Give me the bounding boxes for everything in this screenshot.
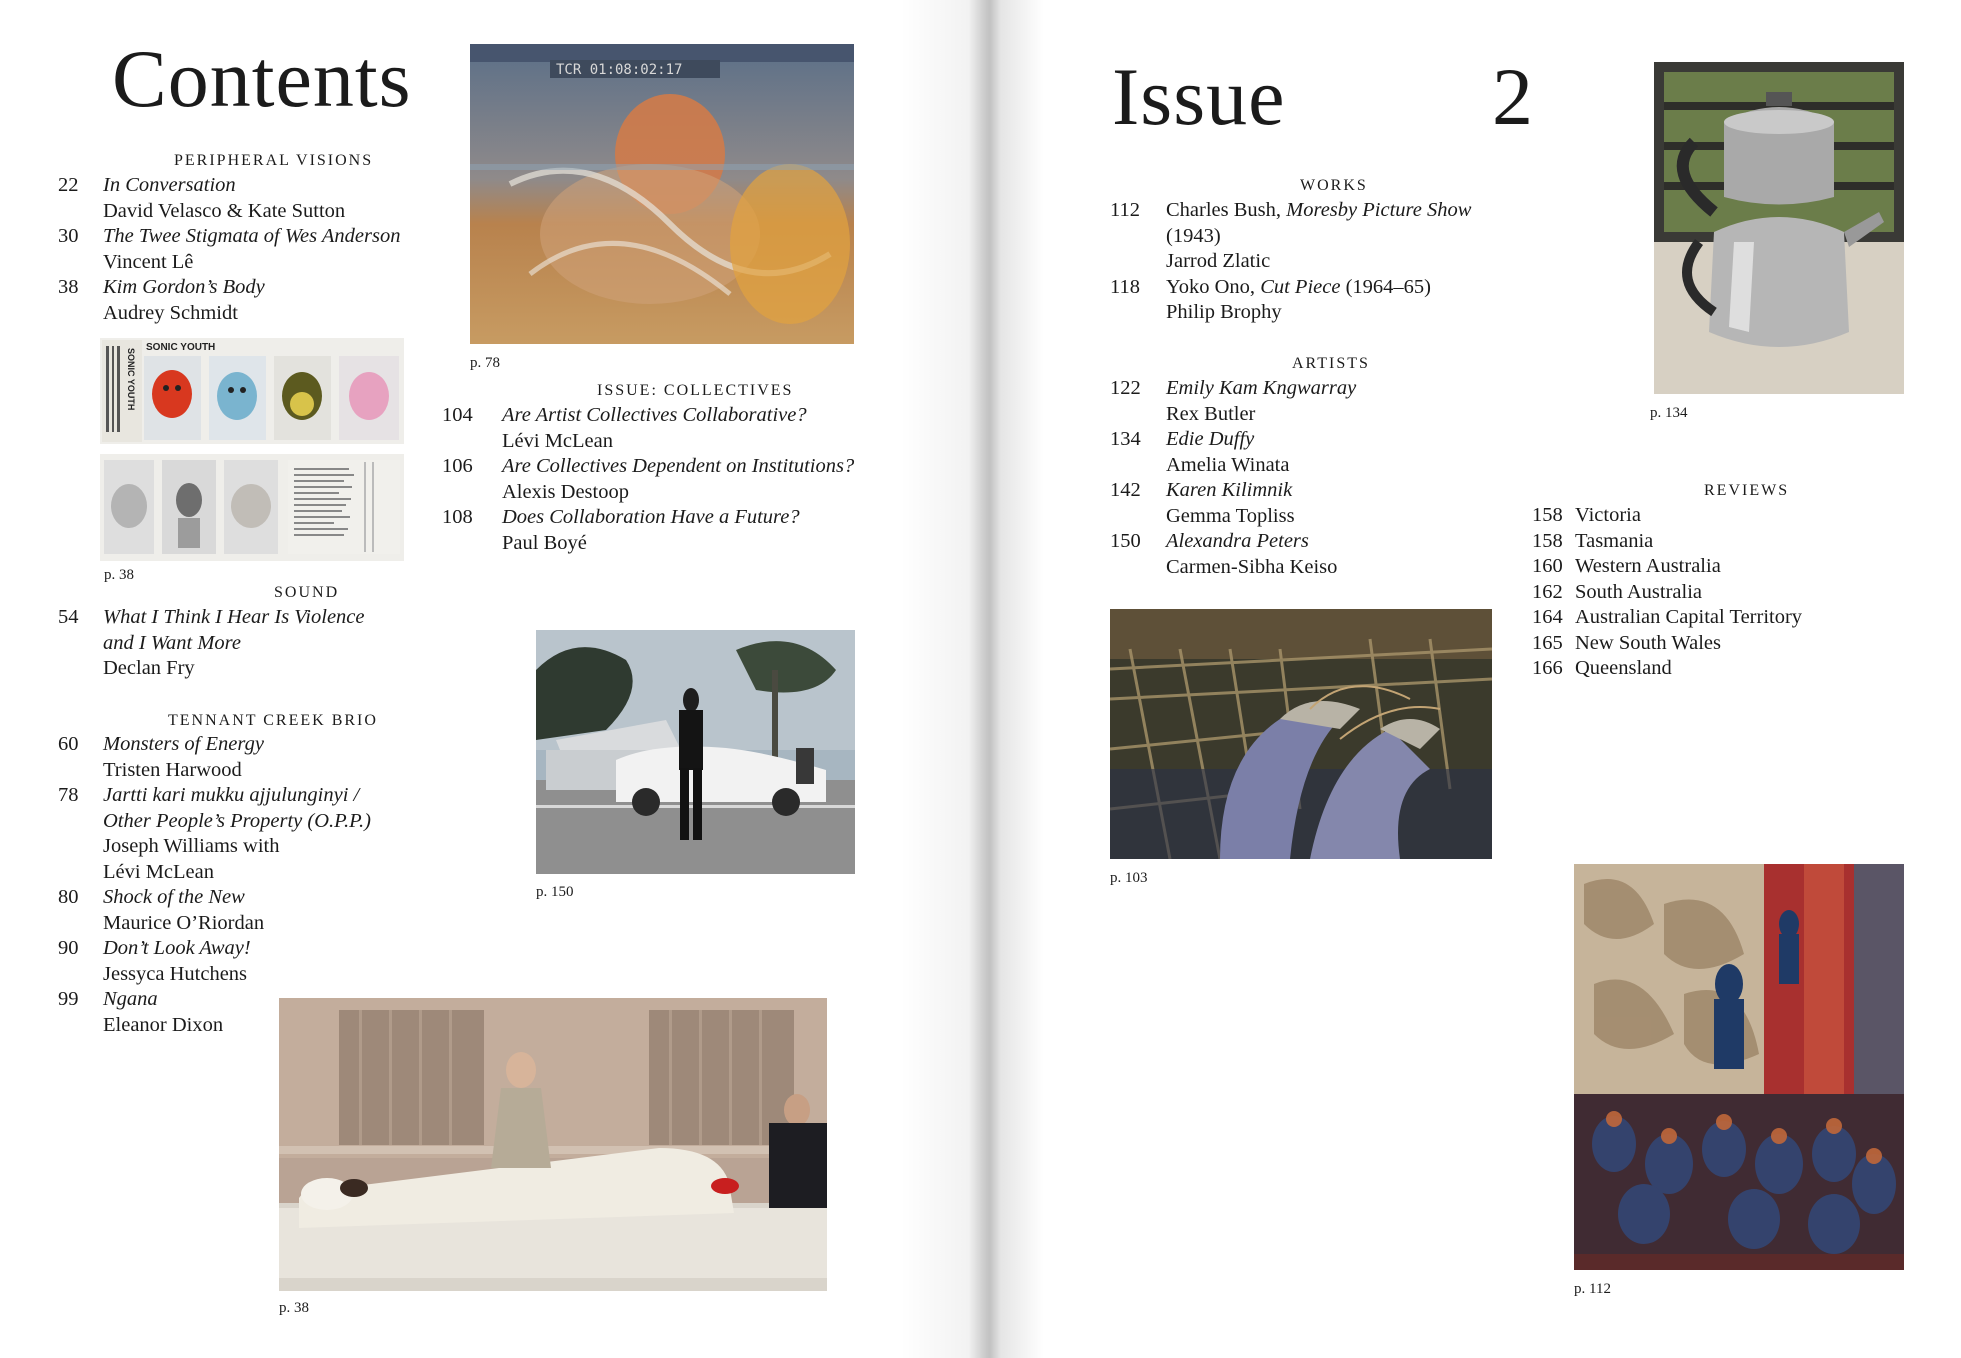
article-title: Are Artist Collectives Collaborative?	[502, 404, 807, 426]
toc-entry[interactable]	[1110, 529, 1490, 580]
review-entry[interactable]	[1532, 580, 1832, 606]
peripheral-visions-list	[58, 173, 418, 326]
sound-list	[58, 605, 378, 682]
page-number: 108	[442, 506, 473, 528]
page-number: 164	[1532, 606, 1563, 628]
page-number: 104	[442, 404, 473, 426]
artist-name: Alexandra Peters	[1166, 530, 1309, 552]
tape-spine-text: SONIC YOUTH	[126, 348, 136, 411]
artists-list	[1110, 376, 1490, 580]
toc-entry[interactable]	[442, 505, 882, 556]
article-title: Don’t Look Away!	[103, 937, 251, 959]
article-author: Carmen-Sibha Keiso	[1166, 555, 1338, 578]
artist-name: Karen Kilimnik	[1166, 479, 1293, 501]
caption-tape: p. 38	[104, 567, 134, 583]
article-title: Kim Gordon’s Body	[103, 276, 265, 298]
bed-performance-photo	[279, 998, 827, 1291]
work-artist: Charles Bush,	[1166, 199, 1287, 221]
review-region: South Australia	[1575, 580, 1702, 603]
band-name-text: SONIC YOUTH	[146, 342, 216, 353]
toc-entry[interactable]	[58, 605, 378, 682]
article-author: Alexis Destoop	[502, 480, 629, 503]
work-title: Cut Piece	[1260, 275, 1341, 298]
collectives-list	[442, 403, 882, 556]
toc-entry[interactable]	[58, 275, 418, 326]
toc-entry[interactable]	[1110, 478, 1490, 529]
reviews-list	[1532, 503, 1832, 682]
article-title: What I Think I Hear Is Violence and I Want More	[103, 606, 365, 654]
page-number: 99	[58, 988, 79, 1010]
work-year: (1943)	[1166, 224, 1221, 247]
toc-entry[interactable]	[58, 173, 418, 224]
article-title: Does Collaboration Have a Future?	[502, 506, 800, 528]
page-number: 134	[1110, 428, 1141, 450]
article-title: Shock of the New	[103, 886, 245, 908]
artist-name: Emily Kam Kngwarray	[1166, 377, 1357, 399]
article-author: Declan Fry	[103, 657, 195, 679]
article-title: The Twee Stigmata of Wes Anderson	[103, 225, 401, 247]
toc-entry[interactable]	[1110, 275, 1490, 326]
article-author: Jessyca Hutchens	[103, 962, 248, 985]
section-heading-artists: ARTISTS	[1292, 355, 1370, 372]
section-heading-issue-collectives: ISSUE: COLLECTIVES	[597, 382, 794, 399]
review-region: Australian Capital Territory	[1575, 606, 1803, 628]
article-author: Audrey Schmidt	[103, 301, 238, 324]
article-author: Vincent Lê	[103, 250, 194, 273]
page-number: 166	[1532, 657, 1563, 679]
review-region: Western Australia	[1575, 555, 1721, 577]
article-title: Are Collectives Dependent on Institutions?	[502, 455, 855, 477]
review-entry[interactable]	[1532, 554, 1832, 580]
issue-number: 2	[1492, 51, 1534, 142]
toc-entry[interactable]	[1110, 198, 1490, 275]
article-author: Tristen Harwood	[103, 758, 242, 781]
caption-hands-photo: p. 103	[1110, 870, 1148, 886]
page-number: 22	[58, 174, 79, 196]
right-page	[982, 0, 1961, 1358]
section-heading-sound: SOUND	[274, 584, 340, 601]
painting-image-p78	[470, 44, 854, 344]
toc-entry[interactable]	[58, 936, 388, 987]
issue-title-word: Issue	[1112, 51, 1286, 142]
hands-photo-p103	[1110, 609, 1492, 859]
section-heading-peripheral-visions: PERIPHERAL VISIONS	[174, 152, 374, 169]
article-title: Monsters of Energy	[103, 733, 264, 755]
cassette-tape-image	[100, 338, 404, 561]
toc-entry[interactable]	[442, 454, 882, 505]
review-region: New South Wales	[1575, 631, 1722, 654]
page-number: 60	[58, 733, 79, 755]
article-author: Eleanor Dixon	[103, 1013, 224, 1036]
page-number: 158	[1532, 504, 1563, 526]
page-number: 162	[1532, 580, 1563, 603]
section-heading-works: WORKS	[1300, 177, 1368, 194]
page-number: 54	[58, 606, 79, 628]
caption-bed-photo: p. 38	[279, 1300, 309, 1316]
article-author: Maurice O’Riordan	[103, 911, 265, 934]
work-artist: Yoko Ono,	[1166, 275, 1261, 298]
page-number: 160	[1532, 555, 1563, 577]
caption-mural-painting: p. 112	[1574, 1281, 1611, 1297]
toc-entry[interactable]	[1110, 427, 1490, 478]
page-number: 38	[58, 276, 79, 298]
review-entry[interactable]	[1532, 503, 1832, 529]
article-title: Ngana	[103, 988, 158, 1010]
article-title: In Conversation	[103, 174, 236, 196]
page-number: 90	[58, 937, 79, 959]
street-photo-p150	[536, 630, 855, 874]
caption-painting-p78: p. 78	[470, 355, 500, 371]
toc-entry[interactable]	[58, 783, 388, 885]
article-author: Rex Butler	[1166, 402, 1256, 425]
page-number: 78	[58, 784, 79, 806]
review-region: Queensland	[1575, 657, 1672, 679]
article-title: Jartti kari mukku ajjulunginyi / Other People’s Property (O.P.P.)	[103, 784, 371, 832]
page-number: 150	[1110, 530, 1141, 552]
contents-title: Contents	[112, 33, 412, 124]
review-entry[interactable]	[1532, 631, 1832, 657]
timecode-text: TCR 01:08:02:17	[556, 62, 683, 78]
caption-street-photo: p. 150	[536, 884, 574, 900]
work-year: (1964–65)	[1340, 275, 1431, 298]
mural-painting-p112	[1574, 864, 1904, 1270]
toc-entry[interactable]	[442, 403, 882, 454]
section-heading-reviews: REVIEWS	[1704, 482, 1790, 499]
article-author: David Velasco & Kate Sutton	[103, 199, 346, 222]
page-number: 122	[1110, 377, 1141, 399]
artist-name: Edie Duffy	[1166, 428, 1255, 450]
review-entry[interactable]	[1532, 605, 1832, 631]
page-number: 106	[442, 455, 473, 477]
page-number: 80	[58, 886, 79, 908]
review-region: Victoria	[1575, 504, 1641, 526]
review-region: Tasmania	[1575, 529, 1654, 552]
tennant-creek-list	[58, 732, 388, 1038]
toc-entry[interactable]	[58, 224, 418, 275]
page-number: 142	[1110, 479, 1141, 501]
article-author: Joseph Williams with Lévi McLean	[103, 835, 280, 883]
toc-entry[interactable]	[1110, 376, 1490, 427]
review-entry[interactable]	[1532, 529, 1832, 555]
section-heading-tennant-creek-brio: TENNANT CREEK BRIO	[168, 712, 378, 729]
article-author: Paul Boyé	[502, 531, 587, 554]
article-author: Philip Brophy	[1166, 301, 1282, 323]
toc-entry[interactable]	[58, 885, 388, 936]
article-author: Jarrod Zlatic	[1166, 250, 1271, 272]
article-author: Lévi McLean	[502, 429, 613, 452]
kettle-photo-p134	[1654, 62, 1904, 394]
page-number: 30	[58, 225, 79, 247]
page-number: 158	[1532, 529, 1563, 552]
page-number: 165	[1532, 631, 1563, 654]
article-author: Amelia Winata	[1166, 453, 1290, 476]
toc-entry[interactable]	[58, 732, 388, 783]
works-list	[1110, 198, 1490, 326]
page-number: 112	[1110, 199, 1140, 221]
page-number: 118	[1110, 275, 1140, 298]
caption-kettle-photo: p. 134	[1650, 405, 1688, 421]
review-entry[interactable]	[1532, 656, 1832, 682]
article-author: Gemma Topliss	[1166, 504, 1295, 527]
work-title: Moresby Picture Show	[1286, 199, 1472, 221]
